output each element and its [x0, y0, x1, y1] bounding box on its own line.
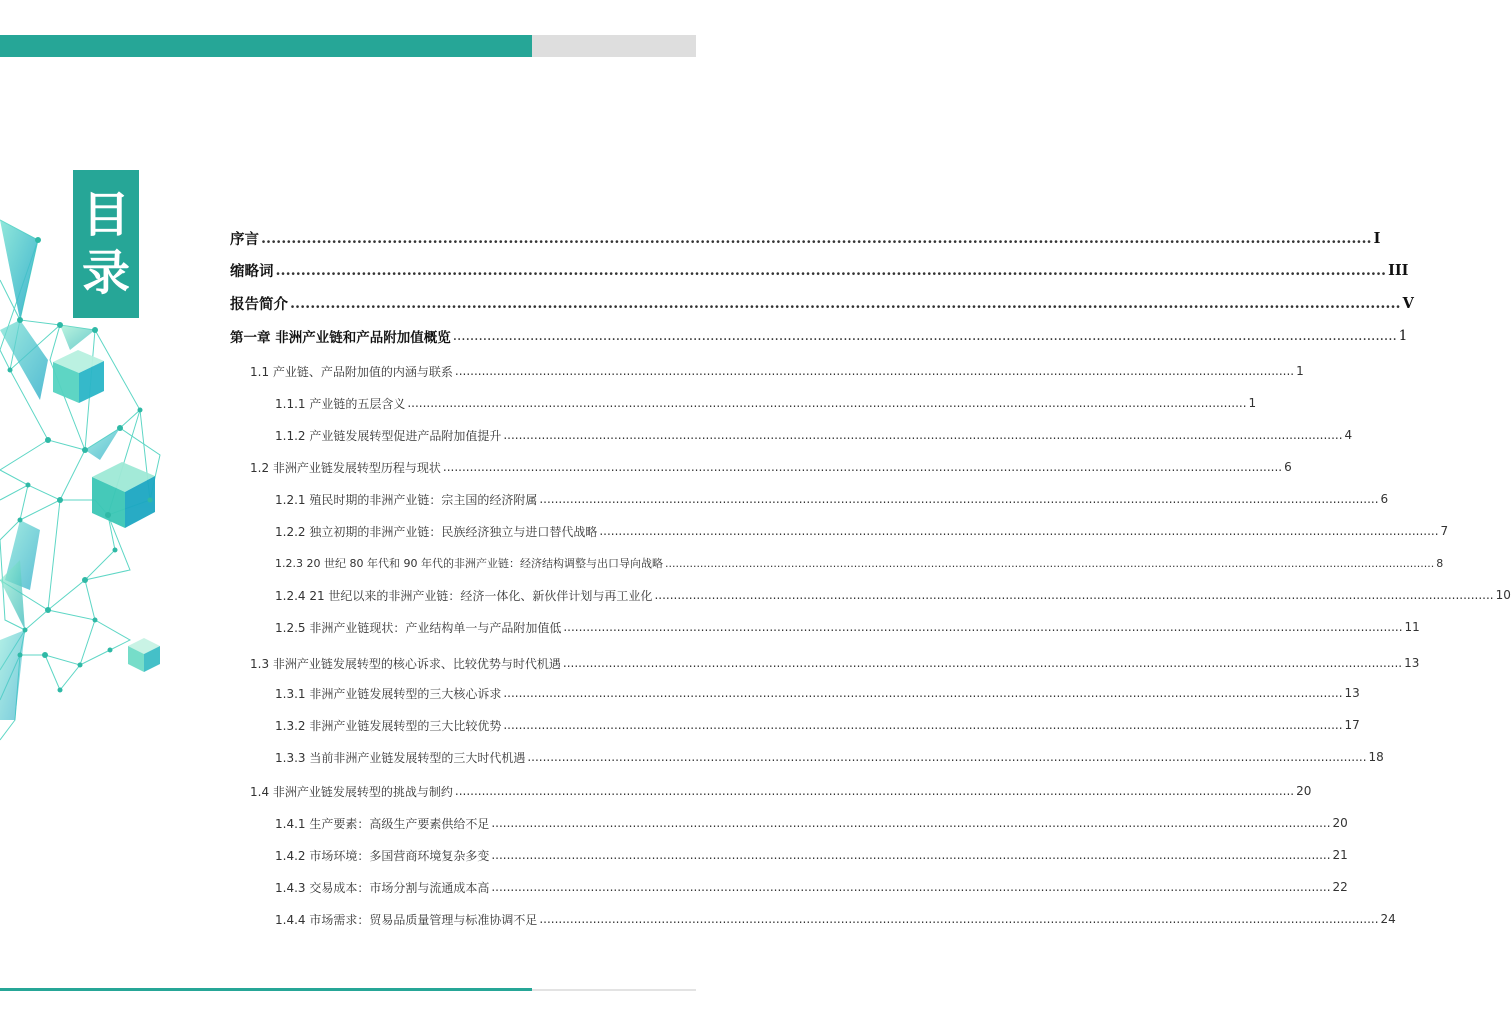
toc-entry-label: 1.1.1 产业链的五层含义: [275, 396, 406, 411]
toc-entry-page: III: [1388, 261, 1409, 279]
toc-entry-leader: ............................................................................................................................................................................................................................: [452, 328, 1397, 344]
toc-entry-label: 1.2.5 非洲产业链现状：产业结构单一与产品附加值低: [275, 620, 562, 635]
toc-entry-leader: ............................................................................................................................................................................................................................: [654, 588, 1494, 602]
toc-entry-leader: ............................................................................................................................................................................................................................: [290, 294, 1401, 312]
toc-entry[interactable]: [230, 483, 1389, 515]
toc-entry-leader: ............................................................................................................................................................................................................................: [539, 912, 1379, 926]
toc-entry-label: 1.2 非洲产业链发展转型历程与现状: [250, 460, 441, 475]
toc-entry-page: 11: [1404, 620, 1420, 634]
toc-entry-leader: ............................................................................................................................................................................................................................: [454, 364, 1295, 378]
toc-entry[interactable]: [230, 741, 1384, 773]
toc-entry[interactable]: [230, 547, 1444, 579]
toc-entry-label: 1.3.2 非洲产业链发展转型的三大比较优势: [275, 718, 502, 733]
toc-entry-leader: ............................................................................................................................................................................................................................: [261, 229, 1372, 247]
toc-entry[interactable]: [230, 611, 1420, 643]
toc-entry-page: 1: [1398, 328, 1408, 344]
toc-entry-label: 1.2.1 殖民时期的非洲产业链：宗主国的经济附属: [275, 492, 538, 507]
toc-entry-page: 4: [1344, 428, 1353, 442]
toc-entry-leader: ............................................................................................................................................................................................................................: [664, 556, 1435, 570]
toc-entry-leader: ............................................................................................................................................................................................................................: [503, 718, 1343, 732]
toc-entry-leader: ............................................................................................................................................................................................................................: [599, 524, 1439, 538]
toc-entry-label: 1.1.2 产业链发展转型促进产品附加值提升: [275, 428, 502, 443]
toc-entry[interactable]: [230, 320, 1408, 352]
toc-entry[interactable]: [230, 287, 1414, 319]
toc-entry-leader: ............................................................................................................................................................................................................................: [562, 656, 1403, 670]
toc-entry-page: 8: [1436, 556, 1444, 570]
toc-entry-label: 1.3.1 非洲产业链发展转型的三大核心诉求: [275, 686, 502, 701]
toc-entry-label: 1.2.3 20 世纪 80 年代和 90 年代的非洲产业链：经济结构调整与出口导向战略: [275, 557, 663, 570]
toc-entry-leader: ............................................................................................................................................................................................................................: [503, 428, 1343, 442]
toc-entry-label: 1.2.2 独立初期的非洲产业链：民族经济独立与进口替代战略: [275, 524, 598, 539]
toc-entry-leader: ............................................................................................................................................................................................................................: [275, 261, 1387, 279]
toc-entry-leader: ............................................................................................................................................................................................................................: [539, 492, 1379, 506]
toc-title-box: [73, 170, 139, 318]
toc-entry-leader: ............................................................................................................................................................................................................................: [491, 880, 1331, 894]
toc-entry-leader: ............................................................................................................................................................................................................................: [442, 460, 1283, 474]
toc-entry-page: 20: [1296, 784, 1312, 798]
toc-entry[interactable]: [230, 387, 1257, 419]
toc-entry-page: 7: [1440, 524, 1449, 538]
toc-entry-label: 1.3.3 当前非洲产业链发展转型的三大时代机遇: [275, 750, 526, 765]
toc-entry-leader: ............................................................................................................................................................................................................................: [491, 848, 1331, 862]
toc-entry-label: 缩略词: [230, 262, 274, 280]
toc-entry-page: 18: [1368, 750, 1384, 764]
toc-entry-label: 序言: [230, 230, 259, 248]
toc-entry-leader: ............................................................................................................................................................................................................................: [454, 784, 1295, 798]
toc-entry-label: 1.4.3 交易成本：市场分割与流通成本高: [275, 880, 490, 895]
toc-entry-leader: ............................................................................................................................................................................................................................: [563, 620, 1403, 634]
toc-entry[interactable]: [230, 709, 1360, 741]
toc-entry[interactable]: [230, 871, 1348, 903]
toc-entry-page: 17: [1344, 718, 1360, 732]
toc-title-char-2: 录: [81, 245, 130, 301]
toc-entry[interactable]: [230, 451, 1292, 483]
toc-entry-label: 1.1 产业链、产品附加值的内涵与联系: [250, 364, 453, 379]
toc-entry-page: 1: [1296, 364, 1304, 378]
toc-entry[interactable]: [230, 254, 1409, 286]
toc-entry-page: I: [1373, 229, 1381, 247]
toc-entry-page: 6: [1284, 460, 1292, 474]
cube-large: [92, 462, 155, 528]
toc-entry-label: 1.4.1 生产要素：高级生产要素供给不足: [275, 816, 490, 831]
toc-entry-label: 1.4.2 市场环境：多国营商环境复杂多变: [275, 848, 490, 863]
toc-entry-page: 21: [1332, 848, 1348, 862]
toc-entry[interactable]: [230, 807, 1348, 839]
toc-entry[interactable]: [230, 839, 1348, 871]
footer-line-accent: [0, 988, 532, 991]
toc-entry[interactable]: [230, 419, 1353, 451]
toc-entry-label: 报告简介: [230, 295, 288, 313]
toc-entry[interactable]: [230, 903, 1396, 935]
toc-title-char-1: 目: [81, 187, 130, 243]
toc-entry-leader: ............................................................................................................................................................................................................................: [527, 750, 1367, 764]
toc-entry[interactable]: [230, 355, 1304, 387]
toc-entry-label: 第一章 非洲产业链和产品附加值概览: [230, 330, 451, 346]
toc-entry[interactable]: [230, 579, 1511, 611]
toc-entry-page: 22: [1332, 880, 1348, 894]
toc-entry-leader: ............................................................................................................................................................................................................................: [407, 396, 1247, 410]
toc-entry-page: 13: [1404, 656, 1420, 670]
toc-entry-page: V: [1402, 294, 1414, 312]
toc-entry[interactable]: [230, 677, 1360, 709]
toc-entry-page: 13: [1344, 686, 1360, 700]
footer-line-gray: [532, 989, 696, 991]
cube-medium: [53, 350, 104, 403]
toc-entry-page: 6: [1380, 492, 1389, 506]
toc-entry-page: 1: [1248, 396, 1257, 410]
header-bar-accent: [0, 35, 532, 57]
toc-entry-label: 1.3 非洲产业链发展转型的核心诉求、比较优势与时代机遇: [250, 656, 561, 671]
toc-entry[interactable]: [230, 515, 1449, 547]
cube-small: [128, 638, 160, 672]
toc-entry[interactable]: [230, 775, 1312, 807]
toc-entry[interactable]: [230, 222, 1381, 254]
toc-entry-page: 10: [1495, 588, 1511, 602]
toc-entry-page: 20: [1332, 816, 1348, 830]
toc-entry-page: 24: [1380, 912, 1396, 926]
header-bar-gray: [532, 35, 696, 57]
toc-entry-label: 1.4 非洲产业链发展转型的挑战与制约: [250, 784, 453, 799]
toc-entry-leader: ............................................................................................................................................................................................................................: [503, 686, 1343, 700]
toc-entry-label: 1.2.4 21 世纪以来的非洲产业链：经济一体化、新伙伴计划与再工业化: [275, 588, 653, 603]
toc-entry-label: 1.4.4 市场需求：贸易品质量管理与标准协调不足: [275, 912, 538, 927]
toc-entry-leader: ............................................................................................................................................................................................................................: [491, 816, 1331, 830]
toc-entry[interactable]: [230, 647, 1420, 679]
